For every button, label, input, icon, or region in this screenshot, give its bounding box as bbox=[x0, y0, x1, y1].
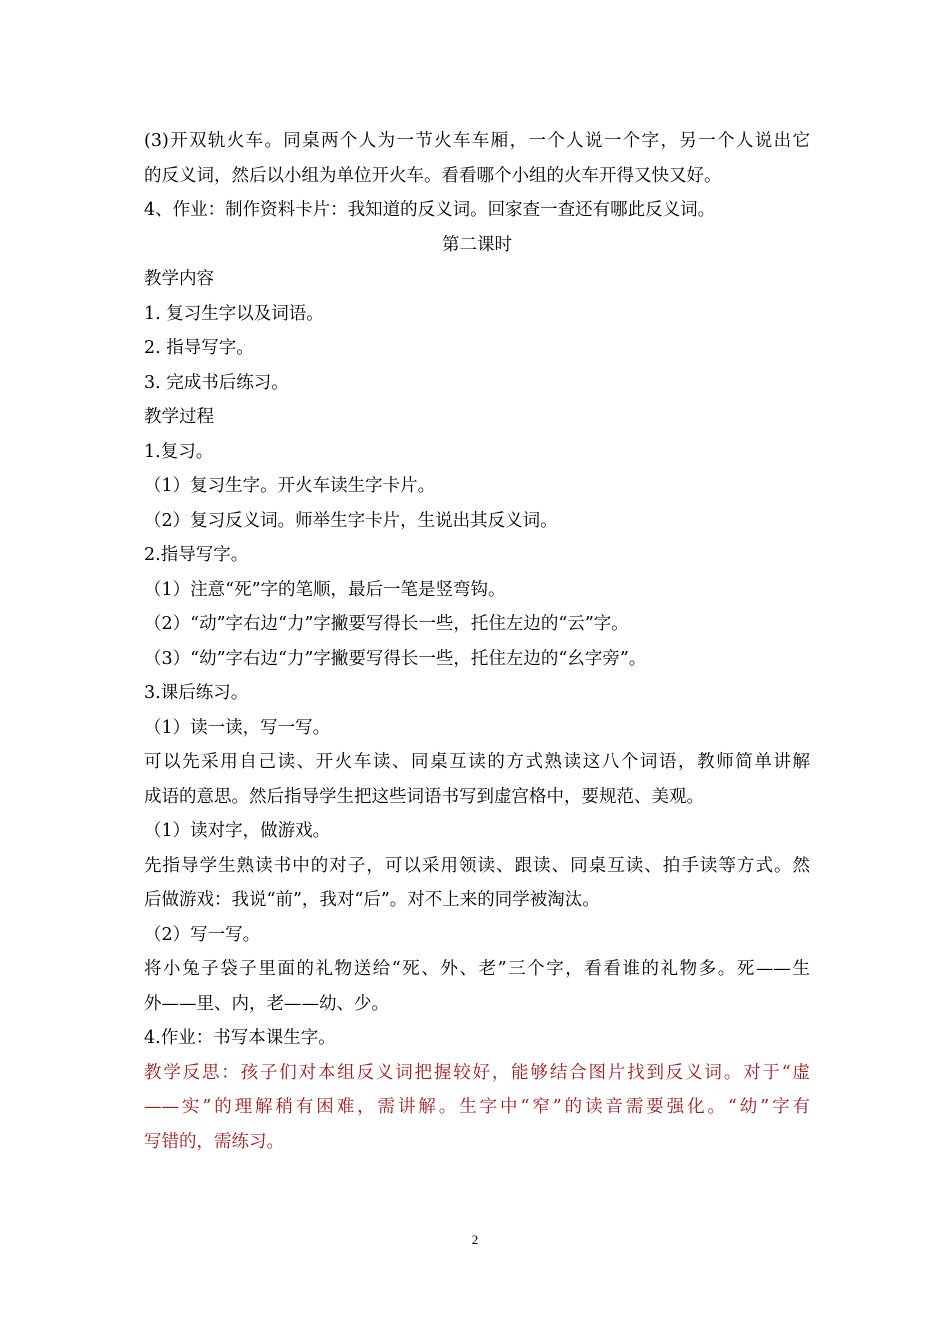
subheading-teaching-content: 教学内容 bbox=[144, 269, 214, 289]
paragraph-line: (3)开双轨火车。同桌两个人为一节火车车厢，一个人说一个字，另一个人说出它 bbox=[144, 131, 810, 151]
list-item: （1）注意“死”字的笔顺，最后一笔是竖弯钩。 bbox=[144, 579, 506, 600]
list-item: 1. 复习生字以及词语。 bbox=[144, 303, 324, 324]
step-heading: 2.指导写字。 bbox=[144, 545, 249, 565]
section-heading: 第二课时 bbox=[442, 234, 512, 255]
reflection-line: 教学反思：孩子们对本组反义词把握较好，能够结合图片找到反义词。对于“虚 bbox=[144, 1062, 810, 1083]
list-item: （1）复习生字。开火车读生字卡片。 bbox=[144, 476, 436, 496]
page-number: 2 bbox=[471, 1232, 479, 1247]
homework-line: 4.作业：书写本课生字。 bbox=[144, 1028, 336, 1048]
subheading-teaching-process: 教学过程 bbox=[144, 407, 214, 427]
reflection-line: 写错的，需练习。 bbox=[144, 1131, 284, 1152]
list-item: （2）写一写。 bbox=[144, 924, 261, 945]
list-item: （3）“幼”字右边“力”字撇要写得长一些，托住左边的“幺字旁”。 bbox=[144, 648, 647, 669]
homework-line: 4、作业：制作资料卡片：我知道的反义词。回家查一查还有哪此反义词。 bbox=[144, 200, 716, 220]
paragraph-line: 可以先采用自己读、开火车读、同桌互读的方式熟读这八个词语，教师简单讲解 bbox=[144, 752, 810, 772]
list-item: （1）读一读，写一写。 bbox=[144, 717, 331, 738]
paragraph-line: 的反义词，然后以小组为单位开火车。看看哪个小组的火车开得又快又好。 bbox=[144, 165, 722, 186]
paragraph-line: 外——里、内，老——幼、少。 bbox=[144, 993, 389, 1014]
list-item: （2）“动”字右边“力”字撇要写得长一些，托住左边的“云”字。 bbox=[144, 614, 629, 634]
paragraph-line: 后做游戏：我说“前”，我对“后”。对不上来的同学被淘汰。 bbox=[144, 890, 600, 910]
step-heading: 3.课后练习。 bbox=[144, 683, 249, 703]
paragraph-line: 成语的意思。然后指导学生把这些词语书写到虚宫格中，要规范、美观。 bbox=[144, 786, 704, 807]
paragraph-line: 将小兔子袋子里面的礼物送给“死、外、老”三个字，看看谁的礼物多。死——生 bbox=[144, 959, 810, 979]
list-item: 2. 指导写字。 bbox=[144, 338, 254, 358]
document-body bbox=[144, 124, 810, 1159]
list-item: 3. 完成书后练习。 bbox=[144, 372, 289, 393]
reflection-line: ——实”的理解稍有困难，需讲解。生字中“窄”的读音需要强化。“幼”字有 bbox=[144, 1097, 810, 1117]
paragraph-line: 先指导学生熟读书中的对子，可以采用领读、跟读、同桌互读、拍手读等方式。然 bbox=[144, 855, 810, 876]
step-heading: 1.复习。 bbox=[144, 441, 214, 462]
list-item: （2）复习反义词。师举生字卡片，生说出其反义词。 bbox=[144, 510, 558, 531]
list-item: （1）读对字，做游戏。 bbox=[144, 821, 331, 841]
